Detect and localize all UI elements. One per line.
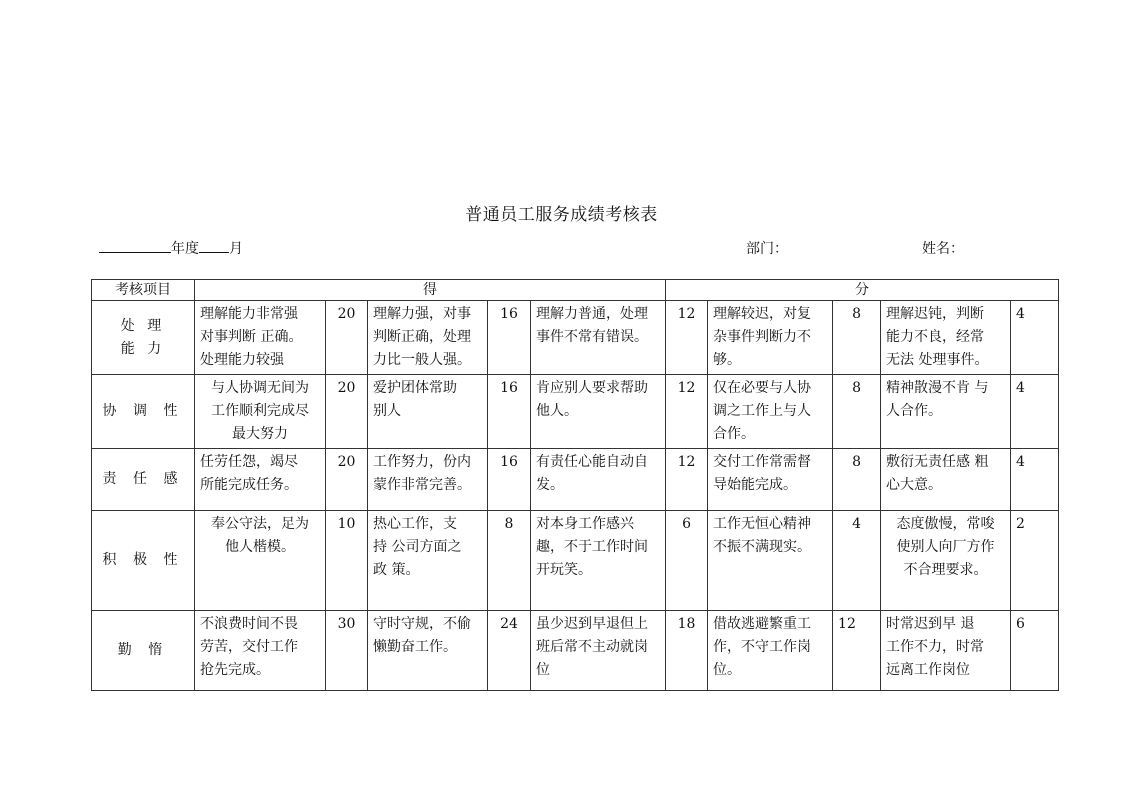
score-value: 8	[488, 511, 531, 611]
criteria-text: 理解力强，对事 判断正确，处理 力比一般人强。	[368, 301, 488, 375]
score-value: 16	[488, 449, 531, 511]
table-row	[92, 301, 1059, 375]
criteria-text: 仅在必要与人协 调之工作上与人 合作。	[708, 375, 833, 449]
criteria-text: 理解迟钝，判断 能力不良，经常 无法 处理事件。	[881, 301, 1011, 375]
score-value: 6	[1011, 611, 1059, 691]
score-header-de: 得	[195, 280, 666, 301]
score-value: 4	[833, 511, 881, 611]
item-header: 考核项目	[92, 280, 195, 301]
score-value: 24	[488, 611, 531, 691]
score-value: 6	[666, 511, 708, 611]
criteria-text: 肯应别人要求帮助 他人。	[531, 375, 666, 449]
score-value: 12	[833, 611, 881, 691]
score-value: 18	[666, 611, 708, 691]
item-name: 处 理 能 力	[92, 301, 195, 375]
score-value: 16	[488, 375, 531, 449]
criteria-text: 理解力普通，处理 事件不常有错误。	[531, 301, 666, 375]
table-row	[92, 375, 1059, 449]
criteria-text: 工作无恒心精神 不振不满现实。	[708, 511, 833, 611]
criteria-text: 不浪费时间不畏 劳苦，交付工作 抢先完成。	[195, 611, 326, 691]
score-value: 2	[1011, 511, 1059, 611]
form-title: 普通员工服务成绩考核表	[465, 205, 658, 225]
assessment-table	[91, 279, 1059, 691]
name-label: 姓名：	[922, 241, 964, 257]
criteria-text: 理解能力非常强 对事判断 正确。 处理能力较强	[195, 301, 326, 375]
criteria-text: 交付工作常需督 导始能完成。	[708, 449, 833, 511]
criteria-text: 态度傲慢，常唆 使别人向厂方作 不合理要求。	[881, 511, 1011, 611]
score-value: 20	[326, 375, 368, 449]
criteria-text: 对本身工作感兴 趣，不于工作时间 开玩笑。	[531, 511, 666, 611]
header-row	[92, 280, 1059, 301]
criteria-text: 借故逃避繁重工 作，不守工作岗 位。	[708, 611, 833, 691]
item-name: 积 极 性	[92, 511, 195, 611]
criteria-text: 有责任心能自动自 发。	[531, 449, 666, 511]
criteria-text: 守时守规，不偷 懒勤奋工作。	[368, 611, 488, 691]
score-value: 20	[326, 301, 368, 375]
criteria-text: 时常迟到早 退 工作不力，时常 远离工作岗位	[881, 611, 1011, 691]
criteria-text: 工作努力，份内 蒙作非常完善。	[368, 449, 488, 511]
criteria-text: 爱护团体常助 别人	[368, 375, 488, 449]
score-value: 4	[1011, 449, 1059, 511]
score-value: 12	[666, 301, 708, 375]
score-value: 12	[666, 449, 708, 511]
score-value: 8	[833, 449, 881, 511]
month-label: 月	[229, 241, 243, 257]
score-value: 30	[326, 611, 368, 691]
score-value: 16	[488, 301, 531, 375]
month-blank	[199, 238, 229, 253]
score-value: 10	[326, 511, 368, 611]
item-name: 勤 惰	[92, 611, 195, 691]
score-value: 8	[833, 375, 881, 449]
criteria-text: 热心工作，支 持 公司方面之 政 策。	[368, 511, 488, 611]
score-value: 4	[1011, 301, 1059, 375]
department-label: 部门：	[746, 241, 788, 257]
score-value: 12	[666, 375, 708, 449]
table-row	[92, 449, 1059, 511]
criteria-text: 虽少迟到早退但上 班后常不主动就岗 位	[531, 611, 666, 691]
criteria-text: 与人协调无间为 工作顺利完成尽 最大努力	[195, 375, 326, 449]
period-line	[99, 238, 243, 258]
score-value: 8	[833, 301, 881, 375]
criteria-text: 任劳任怨，竭尽 所能完成任务。	[195, 449, 326, 511]
year-blank	[99, 238, 171, 253]
score-value: 20	[326, 449, 368, 511]
score-header-fen: 分	[666, 280, 1059, 301]
criteria-text: 敷衍无责任感 粗 心大意。	[881, 449, 1011, 511]
criteria-text: 精神散漫不肯 与 人合作。	[881, 375, 1011, 449]
item-name: 协 调 性	[92, 375, 195, 449]
year-label: 年度	[171, 241, 199, 257]
table-row	[92, 611, 1059, 691]
criteria-text: 奉公守法，足为 他人楷模。	[195, 511, 326, 611]
table-row	[92, 511, 1059, 611]
item-name: 责 任 感	[92, 449, 195, 511]
score-value: 4	[1011, 375, 1059, 449]
criteria-text: 理解较迟，对复 杂事件判断力不 够。	[708, 301, 833, 375]
